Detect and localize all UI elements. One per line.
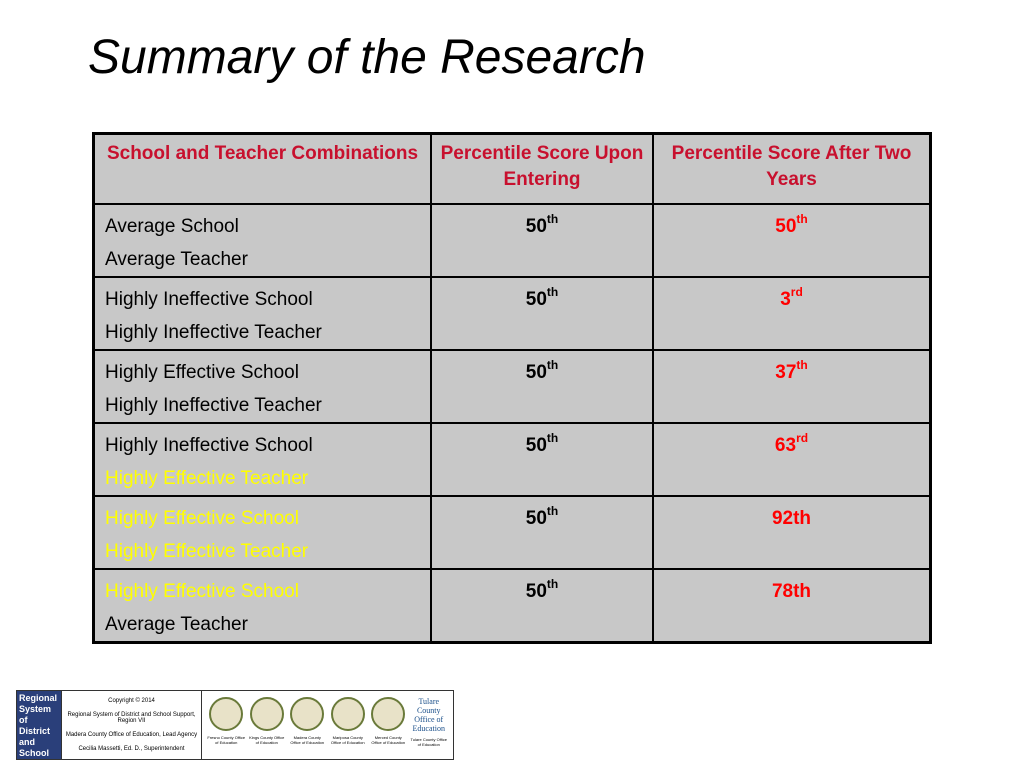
table-row	[94, 569, 931, 643]
combination-cell	[94, 496, 432, 569]
entering-score-cell	[431, 350, 653, 423]
logo-text: System of	[19, 704, 52, 725]
after-score: 3	[780, 289, 791, 310]
logo-text: Regional	[19, 693, 58, 703]
combination-cell	[94, 277, 432, 350]
madera-county-seal-icon	[290, 697, 324, 731]
merced-county-seal-icon	[371, 697, 405, 731]
county-seal	[288, 697, 326, 745]
after-score: 92th	[771, 508, 812, 529]
entering-score: 50	[525, 508, 547, 529]
org-text: Regional System of District and School Support, Region VII	[67, 712, 196, 724]
entering-suffix: th	[546, 211, 559, 226]
after-score-cell	[653, 277, 931, 350]
school-type: Highly Effective School	[105, 362, 299, 383]
after-score-cell	[653, 350, 931, 423]
school-type: Average School	[105, 216, 239, 237]
copyright-text: Copyright © 2014	[108, 698, 155, 704]
seal-caption: Tulare County Office of Education	[410, 737, 447, 747]
lead-agency-text: Madera County Office of Education, Lead Agency	[65, 732, 198, 738]
entering-suffix: th	[546, 430, 559, 445]
after-score-cell	[653, 569, 931, 643]
regional-system-logo	[17, 691, 61, 769]
seal-caption: Kings County Office of Education	[249, 735, 285, 745]
tulare-county-logo: Tulare County Office of Education	[412, 697, 445, 733]
header-entering: Percentile Score Upon Entering	[431, 134, 653, 205]
school-type: Highly Ineffective School	[105, 435, 313, 456]
teacher-type: Highly Ineffective Teacher	[105, 322, 322, 343]
seal-caption: Fresno County Office of Education	[207, 735, 246, 745]
entering-score-cell	[431, 569, 653, 643]
after-suffix: th	[796, 357, 808, 372]
footer-banner	[16, 690, 454, 769]
header-combinations: School and Teacher Combinations	[94, 134, 432, 205]
school-type: Highly Effective School	[105, 581, 299, 602]
superintendent-text: Cecilia Massetti, Ed. D., Superintendent	[78, 746, 185, 752]
table-row	[94, 496, 931, 569]
teacher-type: Highly Effective Teacher	[105, 541, 309, 562]
county-seal	[207, 697, 245, 745]
after-suffix: th	[796, 211, 808, 226]
entering-score: 50	[525, 435, 547, 456]
after-suffix: rd	[790, 284, 803, 299]
seal-caption: Madera County Office of Education	[290, 735, 325, 745]
entering-score: 50	[525, 216, 547, 237]
after-score-cell	[653, 423, 931, 496]
mariposa-county-seal-icon	[331, 697, 365, 731]
teacher-type: Average Teacher	[105, 614, 248, 635]
entering-suffix: th	[546, 576, 559, 591]
header-after: Percentile Score After Two Years	[653, 134, 931, 205]
entering-score: 50	[525, 289, 547, 310]
county-seal	[410, 697, 448, 747]
school-type: Highly Effective School	[105, 508, 299, 529]
entering-suffix: th	[546, 503, 559, 518]
teacher-type: Highly Ineffective Teacher	[105, 395, 322, 416]
fresno-county-seal-icon	[209, 697, 243, 731]
entering-score: 50	[525, 581, 547, 602]
teacher-type: Highly Effective Teacher	[105, 468, 309, 489]
combination-cell	[94, 423, 432, 496]
after-score-cell	[653, 204, 931, 277]
combination-cell	[94, 569, 432, 643]
county-seal	[329, 697, 367, 745]
entering-suffix: th	[546, 357, 559, 372]
logo-text: Support	[19, 759, 54, 769]
after-score: 63	[774, 435, 797, 456]
table-row	[94, 204, 931, 277]
after-score: 37	[775, 362, 797, 383]
combination-cell	[94, 204, 432, 277]
entering-score-cell	[431, 277, 653, 350]
entering-score-cell	[431, 204, 653, 277]
after-suffix: rd	[796, 430, 809, 445]
county-seal	[248, 697, 286, 745]
county-seals	[202, 691, 453, 759]
combination-cell	[94, 350, 432, 423]
research-table	[92, 132, 932, 644]
after-score-cell	[653, 496, 931, 569]
entering-score: 50	[525, 362, 547, 383]
table-header-row	[94, 134, 931, 205]
footer-credits	[61, 691, 202, 759]
logo-text: District and	[19, 726, 51, 747]
seal-caption: Merced County Office of Education	[371, 735, 406, 745]
after-score: 50	[775, 216, 797, 237]
table-row	[94, 423, 931, 496]
after-score: 78th	[771, 581, 812, 602]
slide-title: Summary of the Research	[88, 31, 646, 84]
teacher-type: Average Teacher	[105, 249, 248, 270]
seal-caption: Mariposa County Office of Education	[330, 735, 365, 745]
entering-score-cell	[431, 496, 653, 569]
logo-text: School	[19, 748, 50, 758]
table-row	[94, 277, 931, 350]
kings-county-seal-icon	[250, 697, 284, 731]
school-type: Highly Ineffective School	[105, 289, 313, 310]
county-seal	[369, 697, 407, 745]
entering-suffix: th	[546, 284, 559, 299]
table-row	[94, 350, 931, 423]
entering-score-cell	[431, 423, 653, 496]
